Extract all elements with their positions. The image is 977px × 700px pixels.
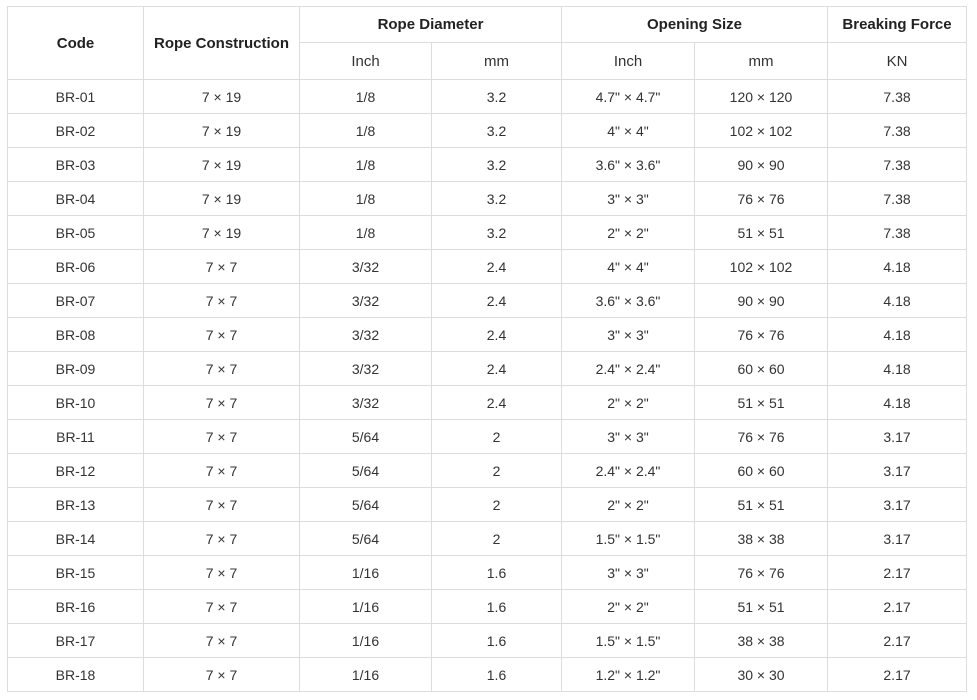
cell-opening-size-mm: 102 × 102 bbox=[695, 114, 828, 148]
table-row bbox=[8, 216, 967, 250]
subheader-rope-diameter-inch: Inch bbox=[300, 43, 432, 80]
cell-code: BR-06 bbox=[8, 250, 144, 284]
cell-rope-diameter-mm: 2.4 bbox=[432, 284, 562, 318]
cell-rope-diameter-mm: 2 bbox=[432, 420, 562, 454]
cell-code: BR-02 bbox=[8, 114, 144, 148]
table-row bbox=[8, 182, 967, 216]
cell-opening-size-inch: 3.6" × 3.6" bbox=[562, 284, 695, 318]
header-rope-diameter: Rope Diameter bbox=[300, 7, 562, 43]
cell-opening-size-mm: 76 × 76 bbox=[695, 556, 828, 590]
cell-opening-size-mm: 60 × 60 bbox=[695, 352, 828, 386]
cell-breaking-force: 4.18 bbox=[828, 284, 967, 318]
cell-opening-size-inch: 3" × 3" bbox=[562, 318, 695, 352]
cell-code: BR-14 bbox=[8, 522, 144, 556]
table-row bbox=[8, 318, 967, 352]
cell-opening-size-inch: 3" × 3" bbox=[562, 182, 695, 216]
cell-breaking-force: 7.38 bbox=[828, 148, 967, 182]
header-code: Code bbox=[8, 7, 144, 80]
cell-opening-size-mm: 38 × 38 bbox=[695, 522, 828, 556]
cell-rope-construction: 7 × 7 bbox=[144, 386, 300, 420]
cell-code: BR-04 bbox=[8, 182, 144, 216]
cell-breaking-force: 3.17 bbox=[828, 522, 967, 556]
subheader-opening-size-mm: mm bbox=[695, 43, 828, 80]
cell-rope-construction: 7 × 19 bbox=[144, 114, 300, 148]
table-row bbox=[8, 250, 967, 284]
spec-table-container bbox=[7, 6, 967, 692]
table-row bbox=[8, 114, 967, 148]
table-row bbox=[8, 590, 967, 624]
cell-breaking-force: 4.18 bbox=[828, 250, 967, 284]
cell-rope-diameter-mm: 2 bbox=[432, 454, 562, 488]
cell-opening-size-mm: 38 × 38 bbox=[695, 624, 828, 658]
cell-opening-size-mm: 51 × 51 bbox=[695, 488, 828, 522]
table-body bbox=[8, 80, 967, 692]
cell-breaking-force: 2.17 bbox=[828, 556, 967, 590]
cell-opening-size-inch: 4" × 4" bbox=[562, 250, 695, 284]
cell-opening-size-inch: 4.7" × 4.7" bbox=[562, 80, 695, 114]
cell-opening-size-mm: 76 × 76 bbox=[695, 318, 828, 352]
cell-breaking-force: 2.17 bbox=[828, 624, 967, 658]
cell-code: BR-12 bbox=[8, 454, 144, 488]
cell-rope-construction: 7 × 7 bbox=[144, 250, 300, 284]
cell-rope-diameter-mm: 1.6 bbox=[432, 556, 562, 590]
cell-code: BR-13 bbox=[8, 488, 144, 522]
cell-opening-size-mm: 76 × 76 bbox=[695, 420, 828, 454]
cell-rope-diameter-mm: 1.6 bbox=[432, 658, 562, 692]
cell-opening-size-inch: 3.6" × 3.6" bbox=[562, 148, 695, 182]
cell-opening-size-mm: 120 × 120 bbox=[695, 80, 828, 114]
cell-rope-diameter-inch: 5/64 bbox=[300, 522, 432, 556]
cell-rope-diameter-mm: 2.4 bbox=[432, 250, 562, 284]
subheader-rope-diameter-mm: mm bbox=[432, 43, 562, 80]
cell-opening-size-mm: 51 × 51 bbox=[695, 216, 828, 250]
table-row bbox=[8, 624, 967, 658]
cell-rope-diameter-inch: 1/8 bbox=[300, 216, 432, 250]
table-row bbox=[8, 488, 967, 522]
cell-opening-size-mm: 51 × 51 bbox=[695, 386, 828, 420]
cell-breaking-force: 7.38 bbox=[828, 216, 967, 250]
subheader-opening-size-inch: Inch bbox=[562, 43, 695, 80]
cell-rope-diameter-mm: 3.2 bbox=[432, 80, 562, 114]
cell-code: BR-15 bbox=[8, 556, 144, 590]
cell-opening-size-inch: 4" × 4" bbox=[562, 114, 695, 148]
cell-rope-diameter-inch: 3/32 bbox=[300, 318, 432, 352]
cell-rope-diameter-inch: 1/16 bbox=[300, 590, 432, 624]
cell-rope-construction: 7 × 7 bbox=[144, 488, 300, 522]
cell-breaking-force: 7.38 bbox=[828, 182, 967, 216]
cell-rope-diameter-inch: 3/32 bbox=[300, 284, 432, 318]
cell-rope-construction: 7 × 7 bbox=[144, 284, 300, 318]
cell-breaking-force: 4.18 bbox=[828, 386, 967, 420]
rope-specification-table bbox=[7, 6, 967, 692]
cell-opening-size-inch: 2.4" × 2.4" bbox=[562, 454, 695, 488]
cell-code: BR-08 bbox=[8, 318, 144, 352]
cell-rope-diameter-mm: 3.2 bbox=[432, 148, 562, 182]
cell-opening-size-mm: 76 × 76 bbox=[695, 182, 828, 216]
cell-opening-size-inch: 1.5" × 1.5" bbox=[562, 624, 695, 658]
cell-opening-size-mm: 90 × 90 bbox=[695, 148, 828, 182]
table-row bbox=[8, 420, 967, 454]
cell-breaking-force: 7.38 bbox=[828, 80, 967, 114]
cell-opening-size-mm: 102 × 102 bbox=[695, 250, 828, 284]
cell-code: BR-05 bbox=[8, 216, 144, 250]
header-row-primary bbox=[8, 7, 967, 43]
cell-opening-size-inch: 2" × 2" bbox=[562, 386, 695, 420]
cell-rope-diameter-mm: 3.2 bbox=[432, 114, 562, 148]
cell-rope-diameter-inch: 5/64 bbox=[300, 488, 432, 522]
cell-opening-size-inch: 2" × 2" bbox=[562, 590, 695, 624]
cell-breaking-force: 4.18 bbox=[828, 352, 967, 386]
cell-code: BR-17 bbox=[8, 624, 144, 658]
cell-rope-diameter-inch: 1/8 bbox=[300, 114, 432, 148]
cell-opening-size-inch: 2" × 2" bbox=[562, 488, 695, 522]
table-header bbox=[8, 7, 967, 80]
cell-rope-diameter-inch: 1/16 bbox=[300, 658, 432, 692]
table-row bbox=[8, 522, 967, 556]
cell-code: BR-03 bbox=[8, 148, 144, 182]
table-row bbox=[8, 556, 967, 590]
cell-rope-diameter-inch: 1/8 bbox=[300, 148, 432, 182]
subheader-breaking-force-unit: KN bbox=[828, 43, 967, 80]
cell-rope-diameter-inch: 1/16 bbox=[300, 624, 432, 658]
cell-opening-size-mm: 30 × 30 bbox=[695, 658, 828, 692]
header-opening-size: Opening Size bbox=[562, 7, 828, 43]
header-rope-construction: Rope Construction bbox=[144, 7, 300, 80]
cell-code: BR-16 bbox=[8, 590, 144, 624]
cell-rope-construction: 7 × 19 bbox=[144, 216, 300, 250]
cell-rope-construction: 7 × 7 bbox=[144, 522, 300, 556]
cell-code: BR-09 bbox=[8, 352, 144, 386]
cell-rope-diameter-inch: 3/32 bbox=[300, 250, 432, 284]
cell-rope-construction: 7 × 7 bbox=[144, 318, 300, 352]
cell-rope-construction: 7 × 7 bbox=[144, 454, 300, 488]
cell-breaking-force: 7.38 bbox=[828, 114, 967, 148]
cell-rope-construction: 7 × 7 bbox=[144, 420, 300, 454]
cell-breaking-force: 3.17 bbox=[828, 488, 967, 522]
cell-rope-diameter-mm: 3.2 bbox=[432, 182, 562, 216]
cell-opening-size-inch: 1.5" × 1.5" bbox=[562, 522, 695, 556]
table-row bbox=[8, 80, 967, 114]
cell-rope-diameter-mm: 2.4 bbox=[432, 386, 562, 420]
cell-rope-diameter-mm: 3.2 bbox=[432, 216, 562, 250]
cell-rope-construction: 7 × 7 bbox=[144, 556, 300, 590]
cell-rope-diameter-inch: 5/64 bbox=[300, 454, 432, 488]
cell-rope-diameter-inch: 1/16 bbox=[300, 556, 432, 590]
cell-opening-size-mm: 90 × 90 bbox=[695, 284, 828, 318]
cell-code: BR-01 bbox=[8, 80, 144, 114]
cell-opening-size-inch: 1.2" × 1.2" bbox=[562, 658, 695, 692]
table-row bbox=[8, 284, 967, 318]
cell-opening-size-mm: 51 × 51 bbox=[695, 590, 828, 624]
header-breaking-force: Breaking Force bbox=[828, 7, 967, 43]
cell-rope-diameter-inch: 3/32 bbox=[300, 386, 432, 420]
cell-code: BR-11 bbox=[8, 420, 144, 454]
table-row bbox=[8, 386, 967, 420]
cell-rope-diameter-mm: 2 bbox=[432, 522, 562, 556]
cell-breaking-force: 3.17 bbox=[828, 454, 967, 488]
cell-opening-size-inch: 2" × 2" bbox=[562, 216, 695, 250]
cell-breaking-force: 2.17 bbox=[828, 658, 967, 692]
cell-rope-diameter-inch: 1/8 bbox=[300, 80, 432, 114]
cell-rope-construction: 7 × 7 bbox=[144, 624, 300, 658]
cell-code: BR-07 bbox=[8, 284, 144, 318]
cell-code: BR-10 bbox=[8, 386, 144, 420]
cell-rope-construction: 7 × 7 bbox=[144, 352, 300, 386]
cell-opening-size-inch: 2.4" × 2.4" bbox=[562, 352, 695, 386]
table-row bbox=[8, 148, 967, 182]
cell-rope-construction: 7 × 7 bbox=[144, 658, 300, 692]
cell-rope-diameter-inch: 5/64 bbox=[300, 420, 432, 454]
cell-opening-size-inch: 3" × 3" bbox=[562, 556, 695, 590]
cell-rope-construction: 7 × 19 bbox=[144, 80, 300, 114]
table-row bbox=[8, 454, 967, 488]
cell-breaking-force: 2.17 bbox=[828, 590, 967, 624]
cell-rope-diameter-mm: 1.6 bbox=[432, 590, 562, 624]
cell-rope-construction: 7 × 7 bbox=[144, 590, 300, 624]
cell-rope-diameter-mm: 2.4 bbox=[432, 352, 562, 386]
cell-breaking-force: 3.17 bbox=[828, 420, 967, 454]
cell-code: BR-18 bbox=[8, 658, 144, 692]
table-row bbox=[8, 658, 967, 692]
cell-breaking-force: 4.18 bbox=[828, 318, 967, 352]
cell-rope-diameter-mm: 1.6 bbox=[432, 624, 562, 658]
cell-rope-diameter-inch: 1/8 bbox=[300, 182, 432, 216]
cell-rope-diameter-mm: 2 bbox=[432, 488, 562, 522]
cell-rope-diameter-mm: 2.4 bbox=[432, 318, 562, 352]
cell-rope-construction: 7 × 19 bbox=[144, 148, 300, 182]
cell-rope-diameter-inch: 3/32 bbox=[300, 352, 432, 386]
cell-rope-construction: 7 × 19 bbox=[144, 182, 300, 216]
table-row bbox=[8, 352, 967, 386]
cell-opening-size-mm: 60 × 60 bbox=[695, 454, 828, 488]
cell-opening-size-inch: 3" × 3" bbox=[562, 420, 695, 454]
